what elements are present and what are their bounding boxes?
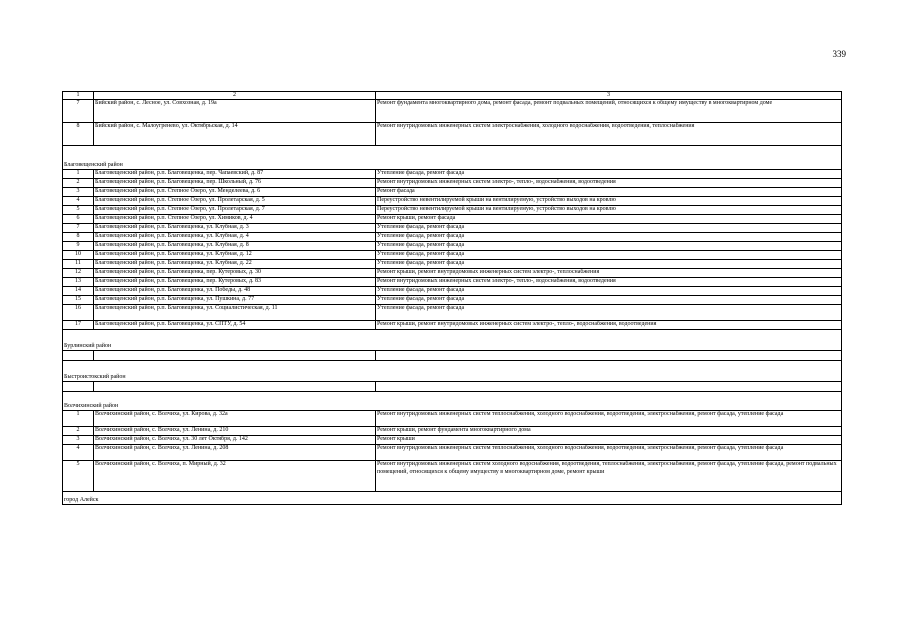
row-number: 6 (63, 215, 94, 224)
row-number: 15 (63, 296, 94, 305)
row-number: 9 (63, 242, 94, 251)
table-row (63, 321, 842, 330)
row-address: Благовещенский район, р.п. Благовещенка, пер. Школьный, д. 76 (94, 179, 376, 188)
row-number: 3 (63, 436, 94, 445)
row-address: Благовещенский район, р.п. Степное Озеро, ул. Химиков, д. 4 (94, 215, 376, 224)
row-address: Благовещенский район, р.п. Благовещенка, пер. Кутеровых, д. 83 (94, 278, 376, 287)
row-address: Благовещенский район, р.п. Степное Озеро, ул. Пролетарская, д. 5 (94, 197, 376, 206)
row-number: 5 (63, 206, 94, 215)
row-address: Волчихинский район, с. Волчиха, ул. Ленина, д. 210 (94, 427, 376, 436)
row-number: 11 (63, 260, 94, 269)
region-heading: город Алейск (63, 492, 842, 505)
page-number: 339 (832, 49, 846, 59)
row-work: Ремонт крыши, ремонт внутридомовых инженерных систем электро-, теплоснабжения (376, 269, 842, 278)
row-number: 17 (63, 321, 94, 330)
row-work: Утепление фасада, ремонт фасада (376, 260, 842, 269)
table-row (63, 206, 842, 215)
row-work: Ремонт крыши, ремонт фундамента многоквартирного дома (376, 427, 842, 436)
row-work: Утепление фасада, ремонт фасада (376, 170, 842, 179)
row-work: Ремонт фасада (376, 188, 842, 197)
row-work: Ремонт крыши, ремонт внутридомовых инженерных систем электро-, тепло-, водоснабжения, водоотведения (376, 321, 842, 330)
region-heading: Бурлинский район (63, 330, 842, 351)
row-work: Ремонт внутридомовых инженерных систем электроснабжения, холодного водоснабжения, водоотведения, теплоснабжения (376, 123, 842, 146)
row-work: Утепление фасада, ремонт фасада (376, 224, 842, 233)
row-work: Ремонт крыши (376, 436, 842, 445)
row-address: Благовещенский район, р.п. Благовещенка, ул. Социалистическая, д. 11 (94, 305, 376, 321)
row-work: Ремонт фундамента многоквартирного дома, ремонт фасада, ремонт подвальных помещений, относящихся к общему имуществу в многоквартирном доме (376, 100, 842, 123)
table-row (63, 197, 842, 206)
row-address: Благовещенский район, р.п. Благовещенка, ул. Клубная, д. 22 (94, 260, 376, 269)
row-number: 4 (63, 445, 94, 461)
row-number: 8 (63, 123, 94, 146)
region-heading: Благовещенский район (63, 146, 842, 170)
row-address: Волчихинский район, с. Волчиха, ул. 30 лет Октября, д. 142 (94, 436, 376, 445)
row-address: Благовещенский район, р.п. Степное Озеро, ул. Пролетарская, д. 7 (94, 206, 376, 215)
table-row (63, 427, 842, 436)
row-work: Ремонт внутридомовых инженерных систем теплоснабжения, холодного водоснабжения, водоотведения, электроснабжения, ремонт фасада, утепление фасада (376, 411, 842, 427)
table-row (63, 242, 842, 251)
row-work: Утепление фасада, ремонт фасада (376, 287, 842, 296)
row-work: Утепление фасада, ремонт фасада (376, 242, 842, 251)
row-address: Волчихинский район, с. Волчиха, ул. Ленина, д. 208 (94, 445, 376, 461)
row-address: Благовещенский район, р.п. Благовещенка, ул. Клубная, д. 3 (94, 224, 376, 233)
row-number: 3 (63, 188, 94, 197)
row-work: Утепление фасада, ремонт фасада (376, 233, 842, 242)
header-col-1: 1 (63, 92, 94, 100)
table-row (63, 287, 842, 296)
table-row (63, 251, 842, 260)
table-row (63, 188, 842, 197)
row-number: 4 (63, 197, 94, 206)
table-row (63, 260, 842, 269)
row-number: 2 (63, 427, 94, 436)
header-row (63, 92, 842, 100)
row-work: Утепление фасада, ремонт фасада (376, 296, 842, 305)
row-number: 16 (63, 305, 94, 321)
table-row (63, 461, 842, 492)
table-row (63, 224, 842, 233)
row-work: Ремонт внутридомовых инженерных систем электро-, тепло-, водоснабжения, водоотведения (376, 179, 842, 188)
row-work: Ремонт крыши, ремонт фасада (376, 215, 842, 224)
row-address: Благовещенский район, р.п. Благовещенка, ул. СПТУ, д. 54 (94, 321, 376, 330)
table-row (63, 445, 842, 461)
row-number: 8 (63, 233, 94, 242)
table-row (63, 278, 842, 287)
row-address: Благовещенский район, р.п. Благовещенка, пер. Кутеровых, д. 30 (94, 269, 376, 278)
row-number: 14 (63, 287, 94, 296)
table-row (63, 179, 842, 188)
row-address: Благовещенский район, р.п. Благовещенка, ул. Победы, д. 48 (94, 287, 376, 296)
row-number: 12 (63, 269, 94, 278)
row-address: Благовещенский район, р.п. Благовещенка, ул. Пушкина, д. 77 (94, 296, 376, 305)
table-row (63, 123, 842, 146)
row-work: Утепление фасада, ремонт фасада (376, 305, 842, 321)
table-row (63, 100, 842, 123)
row-address: Благовещенский район, р.п. Благовещенка, пер. Чапаевский, д. 87 (94, 170, 376, 179)
row-address: Благовещенский район, р.п. Благовещенка, ул. Клубная, д. 4 (94, 233, 376, 242)
region-heading: Быстроистокский район (63, 361, 842, 382)
row-number: 7 (63, 224, 94, 233)
row-number: 1 (63, 170, 94, 179)
row-address: Волчихинский район, с. Волчиха, ул. Кирова, д. 32а (94, 411, 376, 427)
row-address: Благовещенский район, р.п. Благовещенка, ул. Клубная, д. 8 (94, 242, 376, 251)
header-col-2: 2 (94, 92, 376, 100)
row-address: Волчихинский район, с. Волчиха, п. Мирный, д. 32 (94, 461, 376, 492)
row-number: 10 (63, 251, 94, 260)
empty-row (63, 382, 842, 392)
row-address: Благовещенский район, р.п. Благовещенка, ул. Клубная, д. 12 (94, 251, 376, 260)
row-work: Ремонт внутридомовых инженерных систем холодного водоснабжения, водоотведения, теплоснабжения, электроснабжения, ремонт фасада, утепление фасада, ремонт подвальных помещений, относящихся к общему имуществу в многоквартирном доме, ремонт крыши (376, 461, 842, 492)
row-address: Бийский район, с. Малоугренево, ул. Октябрьская, д. 14 (94, 123, 376, 146)
row-number: 5 (63, 461, 94, 492)
table-row (63, 215, 842, 224)
table-row (63, 233, 842, 242)
row-work: Ремонт внутридомовых инженерных систем электро-, тепло-, водоснабжения, водоотведения (376, 278, 842, 287)
table-row (63, 296, 842, 305)
row-work: Переустройство невентилируемой крыши на вентилируемую, устройство выходов на кровлю (376, 197, 842, 206)
table-row (63, 436, 842, 445)
table-row (63, 269, 842, 278)
empty-row (63, 351, 842, 361)
row-work: Ремонт внутридомовых инженерных систем теплоснабжения, холодного водоснабжения, водоотведения, электроснабжения, ремонт фасада, утепление фасада (376, 445, 842, 461)
header-col-3: 3 (376, 92, 842, 100)
region-heading: Волчихинский район (63, 392, 842, 411)
row-address: Бийский район, с. Лесное, ул. Совхозная, д. 19а (94, 100, 376, 123)
table-row (63, 411, 842, 427)
row-number: 7 (63, 100, 94, 123)
table-row (63, 170, 842, 179)
row-work: Утепление фасада, ремонт фасада (376, 251, 842, 260)
row-address: Благовещенский район, р.п. Степное Озеро, ул. Менделеева, д. 6 (94, 188, 376, 197)
row-number: 13 (63, 278, 94, 287)
row-number: 1 (63, 411, 94, 427)
row-work: Переустройство невентилируемой крыши на вентилируемую, устройство выходов на кровлю (376, 206, 842, 215)
table-row (63, 305, 842, 321)
row-number: 2 (63, 179, 94, 188)
repair-table (62, 91, 842, 505)
